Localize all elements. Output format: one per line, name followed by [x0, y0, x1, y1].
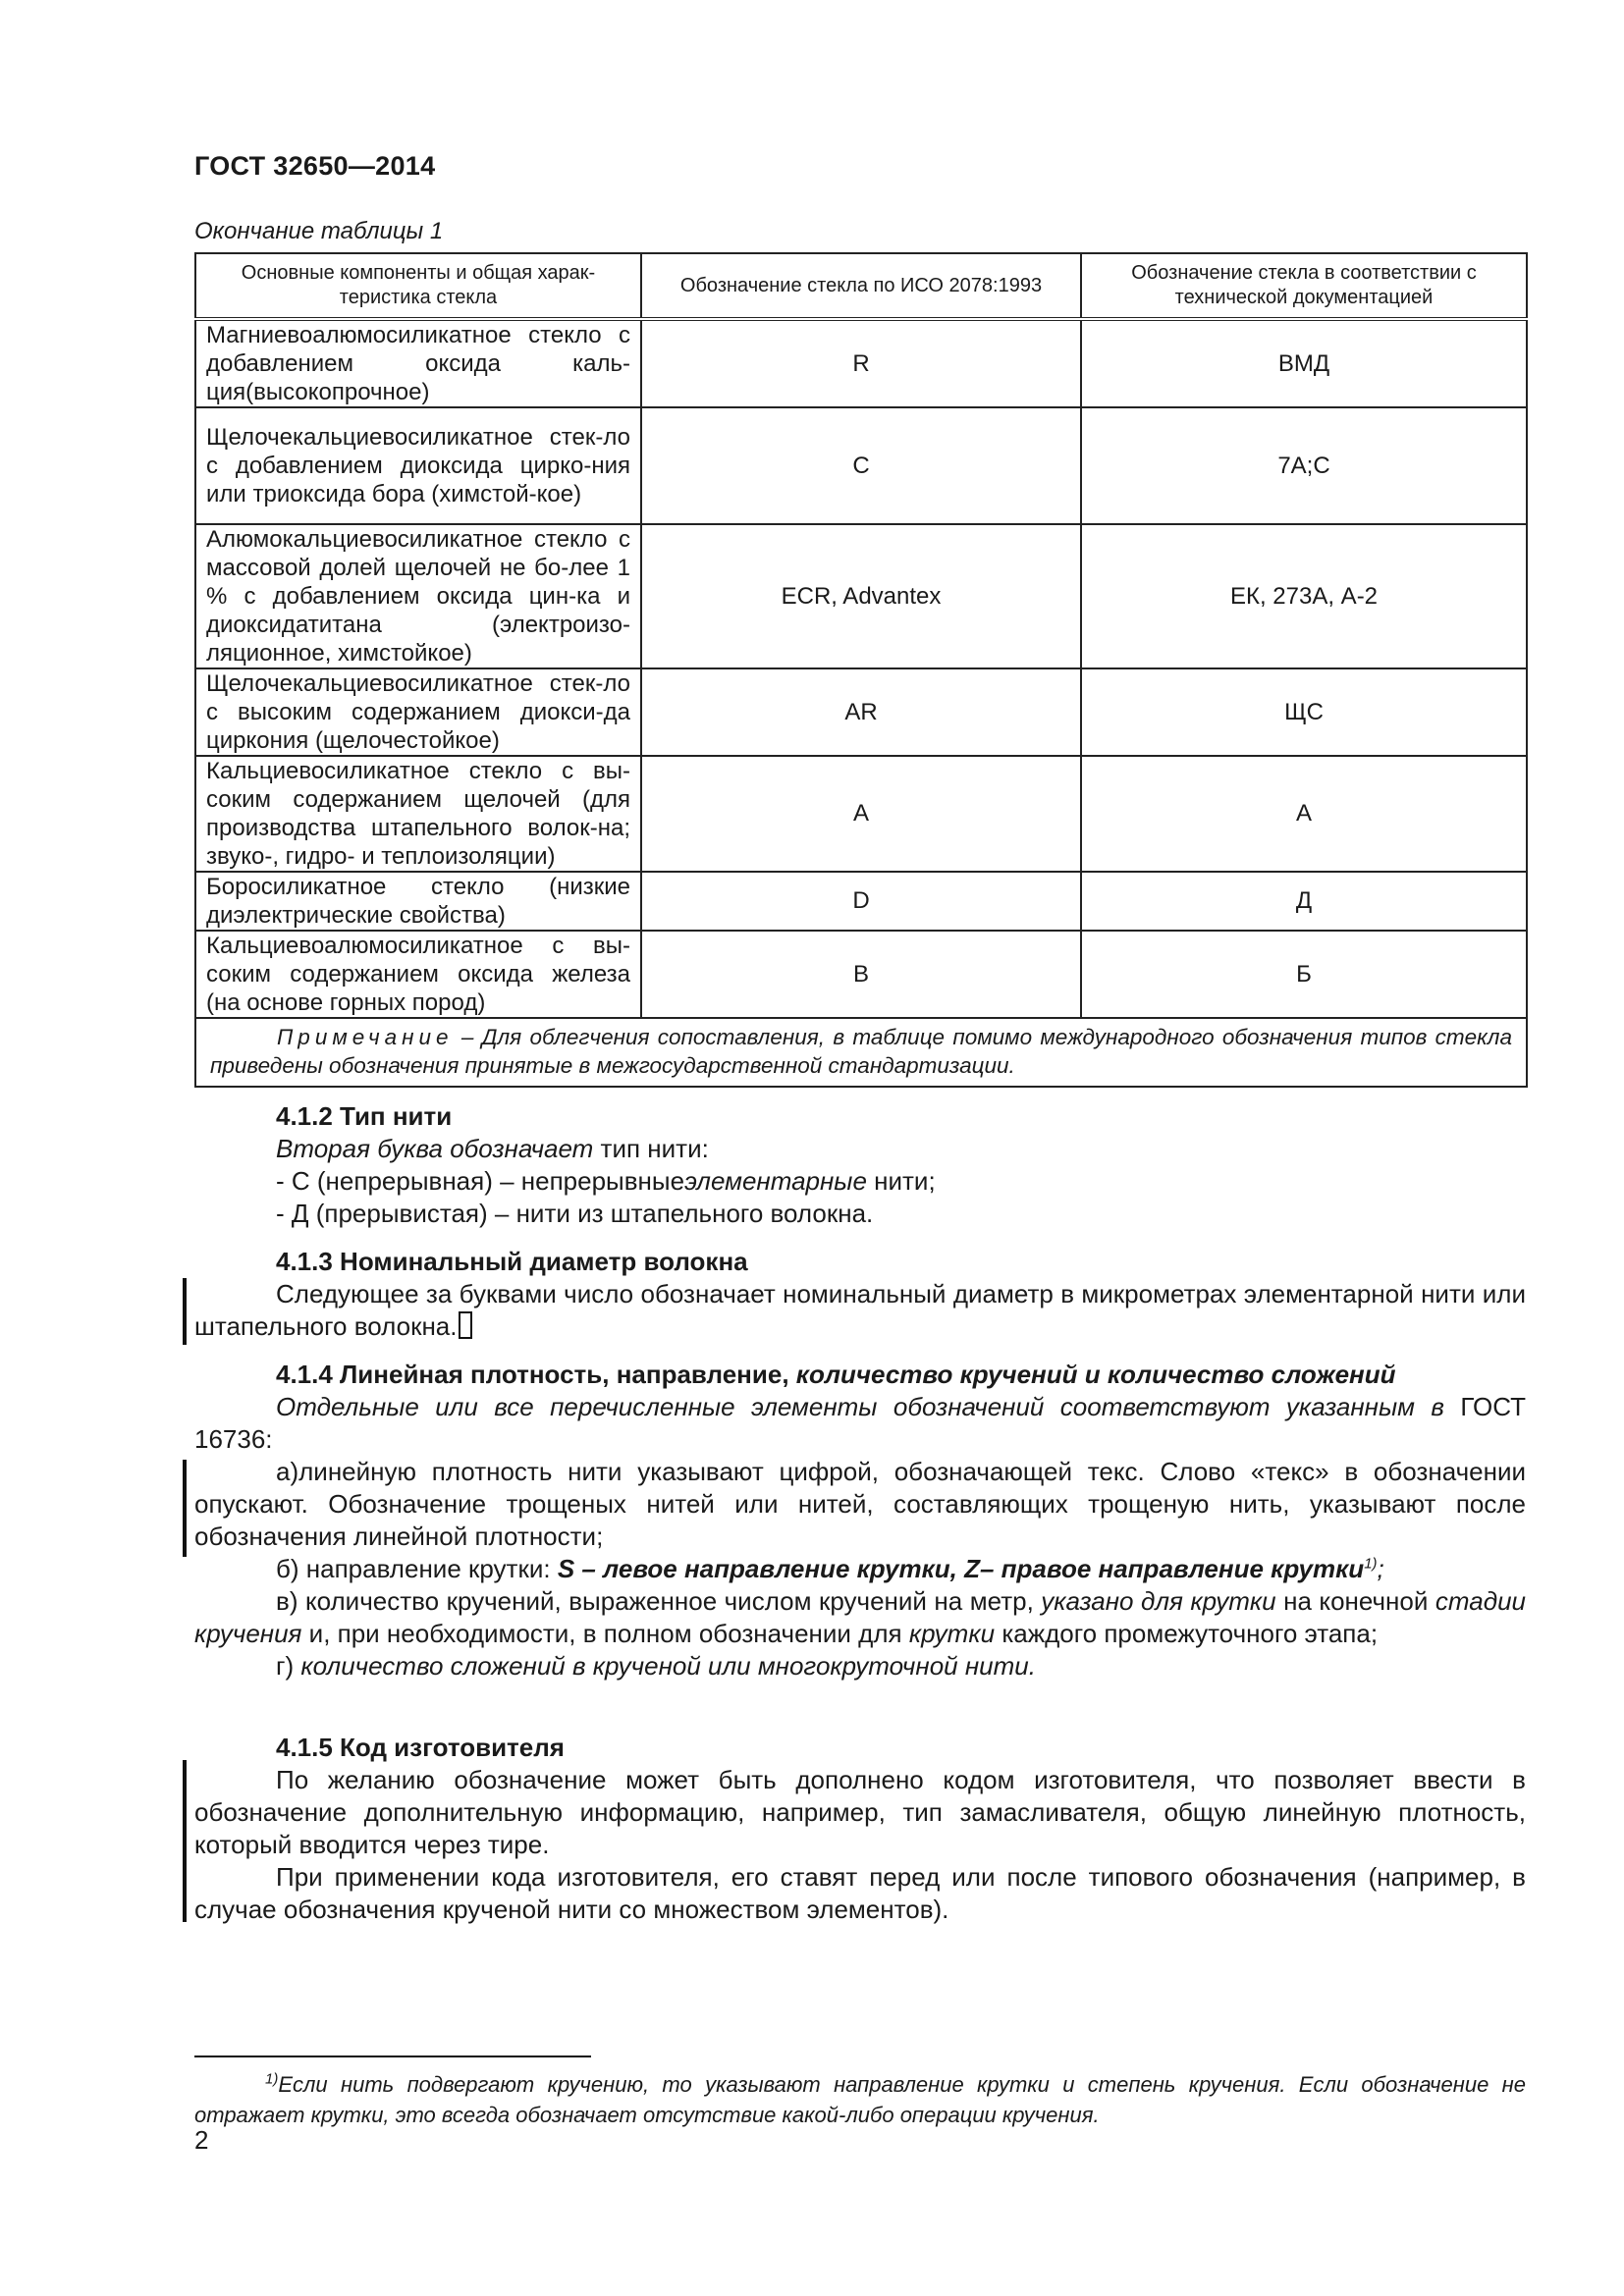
note-label: Примечание — [277, 1025, 454, 1049]
italic-span: крутки — [908, 1619, 996, 1648]
text-span: и, при необходимости, в полном обозначении для — [301, 1619, 909, 1648]
footnote-separator — [194, 2056, 591, 2057]
page-number: 2 — [194, 2125, 209, 2155]
component-cell: Щелочекальциевосиликатное стек-ло с добавлением диоксида цирко-ния или триоксида бора (химстой-кое) — [195, 407, 641, 524]
italic-span: Отдельные или все перечисленные элементы обозначений соответствуют указанным в — [276, 1392, 1444, 1421]
italic-span: количество сложений в крученой или многокруточной нити. — [300, 1651, 1036, 1681]
text-span: г) — [276, 1651, 301, 1681]
tech-code-cell: ЕК, 273А, А-2 — [1081, 524, 1527, 668]
component-cell: Боросиликатное стекло (низкие диэлектрические свойства) — [195, 872, 641, 931]
list-item: - Д (прерывистая) – нити из штапельного волокна. — [276, 1199, 874, 1228]
paragraph: По желанию обозначение может быть дополнено кодом изготовителя, что позволяет ввести в обозначение дополнительную информацию, например, тип замасливателя, общую линейную плотность, который вводится через тире. — [194, 1765, 1526, 1859]
table-row — [195, 668, 1527, 756]
text-span: - С (непрерывная) – непрерывные — [276, 1166, 685, 1196]
column-header-components: Основные компоненты и общая харак-теристика стекла — [195, 253, 641, 319]
text-span: нити; — [866, 1166, 936, 1196]
revision-bar — [183, 1760, 187, 1922]
tech-code-cell: 7А;С — [1081, 407, 1527, 524]
iso-code-cell: B — [641, 931, 1081, 1018]
tech-code-cell: ВМД — [1081, 319, 1527, 407]
table-row — [195, 872, 1527, 931]
component-cell: Кальциевоалюмосиликатное с вы-соким содержанием оксида железа (на основе горных пород) — [195, 931, 641, 1018]
table-row — [195, 407, 1527, 524]
text-span: ГОСТ 16736: — [194, 1392, 1526, 1454]
tech-code-cell: А — [1081, 756, 1527, 872]
table-row — [195, 756, 1527, 872]
table-row — [195, 319, 1527, 407]
tech-code-cell: Д — [1081, 872, 1527, 931]
list-item — [194, 1585, 1526, 1650]
iso-code-cell: ECR, Advantex — [641, 524, 1081, 668]
list-item — [194, 1165, 1526, 1198]
tech-code-cell: ЩС — [1081, 668, 1527, 756]
text-span: Следующее за буквами число обозначает номинальный диаметр в микрометрах элементарной нити или штапельного волокна. — [194, 1279, 1526, 1341]
list-item — [194, 1650, 1526, 1682]
text-span: на конечной — [1275, 1586, 1435, 1616]
note-text: – Для облегчения сопоставления, в таблице помимо международного обозначения типов стекла приведены обозначения принятые в межгосударственной стандартизации. — [210, 1025, 1512, 1078]
component-cell: Кальциевосиликатное стекло с вы-соким содержанием щелочей (для производства штапельного волок-на; звуко-, гидро- и теплоизоляции) — [195, 756, 641, 872]
iso-code-cell: D — [641, 872, 1081, 931]
title-italic-span: количество кручений и количество сложений — [795, 1360, 1396, 1389]
section-title: 4.1.2 Тип нити — [276, 1101, 453, 1131]
bold-italic-span: S – левое направление крутки, Z– правое направление крутки — [557, 1554, 1365, 1583]
column-header-tech-doc: Обозначение стекла в соответствии с технической документацией — [1081, 253, 1527, 319]
section-4-1-4 — [194, 1359, 1526, 1682]
text-span: б) направление крутки: — [276, 1554, 558, 1583]
paragraph — [194, 1278, 1526, 1343]
page-header-standard: ГОСТ 32650—2014 — [194, 151, 436, 181]
list-item — [194, 1553, 1526, 1585]
footnote-ref: 1) — [1364, 1555, 1378, 1573]
iso-code-cell: AR — [641, 668, 1081, 756]
italic-span: ; — [1377, 1554, 1384, 1583]
iso-code-cell: R — [641, 319, 1081, 407]
section-4-1-2 — [194, 1100, 1526, 1230]
footnote-marker: 1) — [265, 2070, 279, 2088]
italic-span: элементарные — [684, 1166, 867, 1196]
list-item: а)линейную плотность нити указывают цифрой, обозначающей текс. Слово «текс» в обозначении опускают. Обозначение трощеных нитей или нитей, составляющих трощеную нить, указывают после обозначения линейной плотности; — [194, 1457, 1526, 1551]
italic-span: стадии кручения — [194, 1586, 1526, 1648]
section-title: 4.1.3 Номинальный диаметр волокна — [276, 1247, 748, 1276]
title-span: 4.1.4 Линейная плотность, направление, — [276, 1360, 796, 1389]
component-cell: Щелочекальциевосиликатное стек-ло с высоким содержанием диокси-да циркония (щелочестойкое) — [195, 668, 641, 756]
revision-bar — [183, 1460, 187, 1557]
revision-bar — [183, 1278, 187, 1345]
paragraph: При применении кода изготовителя, его ставят перед или после типового обозначения (например, в случае обозначения крученой нити со множеством элементов). — [194, 1862, 1526, 1924]
paragraph — [194, 1133, 1526, 1165]
paragraph — [194, 1391, 1526, 1456]
tech-code-cell: Б — [1081, 931, 1527, 1018]
iso-code-cell: A — [641, 756, 1081, 872]
section-title: 4.1.5 Код изготовителя — [276, 1733, 565, 1762]
table-row — [195, 524, 1527, 668]
revision-box-icon — [459, 1311, 472, 1339]
footnote — [194, 2069, 1526, 2130]
italic-span: указано для крутки — [1041, 1586, 1276, 1616]
component-cell: Алюмокальциевосиликатное стекло с массовой долей щелочей не бо-лее 1 % с добавлением оксида цин-ка и диоксидатитана (электроизо-ляционное, химстойкое) — [195, 524, 641, 668]
table-note — [195, 1018, 1527, 1087]
section-title — [194, 1359, 1526, 1391]
section-4-1-5 — [194, 1732, 1526, 1926]
component-cell: Магниевоалюмосиликатное стекло с добавлением оксида каль-ция(высокопрочное) — [195, 319, 641, 407]
text-span: тип нити: — [593, 1134, 709, 1163]
table-header-row — [195, 253, 1527, 319]
table-row — [195, 931, 1527, 1018]
italic-span: Вторая буква обозначает — [276, 1134, 594, 1163]
table-caption: Окончание таблицы 1 — [194, 218, 444, 244]
text-span: каждого промежуточного этапа; — [995, 1619, 1379, 1648]
iso-code-cell: C — [641, 407, 1081, 524]
column-header-iso: Обозначение стекла по ИСО 2078:1993 — [641, 253, 1081, 319]
glass-types-table — [194, 252, 1528, 1088]
table-note-row — [195, 1018, 1527, 1087]
section-4-1-3 — [194, 1246, 1526, 1343]
footnote-text: Если нить подвергают кручению, то указывают направление крутки и степень кручения. Если обозначение не отражает крутки, это всегда обозначает отсутствие какой-либо операции кручения. — [194, 2072, 1526, 2127]
text-span: в) количество кручений, выраженное числом кручений на метр, — [276, 1586, 1042, 1616]
